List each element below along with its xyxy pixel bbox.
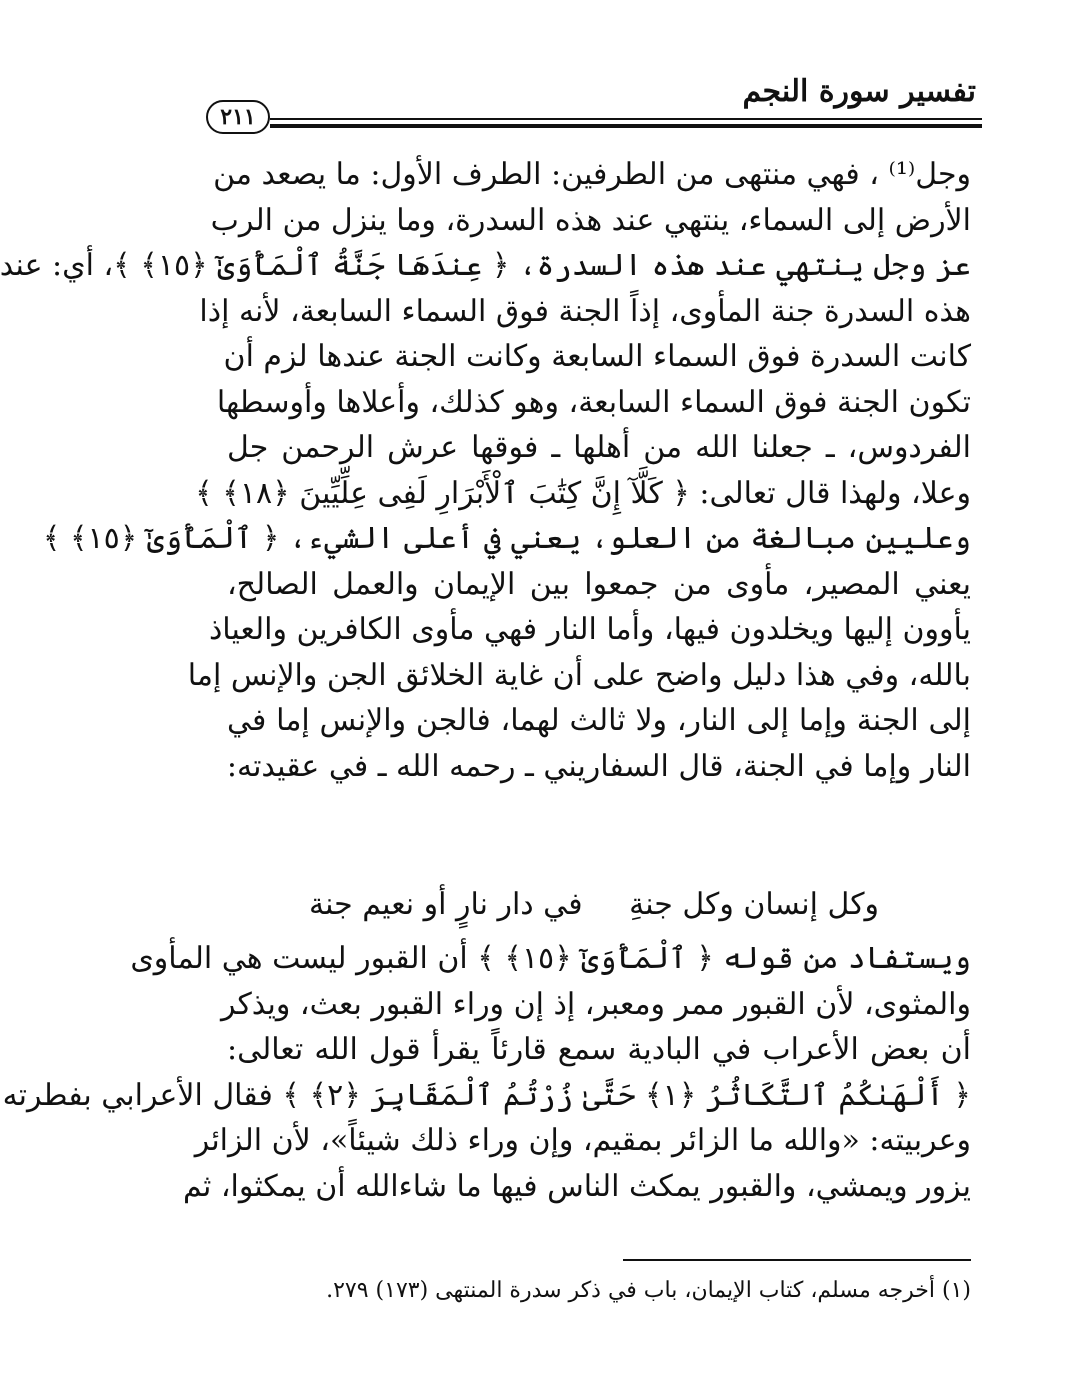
text-line: وعليين مبالغة من العلو، يعني في أعلى الشيء، ﴿ ٱلْمَأْوَىٰٓ ﴿١٥﴾ ﴾: [42, 521, 971, 556]
text-line: وجل⁽¹⁾ ، فهي منتهى من الطرفين: الطرف الأول: ما يصعد من: [213, 157, 971, 192]
text-line: بالله، وفي هذا دليل واضح على أن غاية الخلائق الجن والإنس إما: [187, 657, 971, 693]
verse-first-hemistich: وكل إنسان وكل جنةِ: [629, 887, 879, 922]
text-line: تكون الجنة فوق السماء السابعة، وهو كذلك، وأعلاها وأوسطها: [216, 384, 971, 420]
running-title: تفسير سورة النجم: [742, 74, 976, 109]
text-line: يزور ويمشي، والقبور يمكث الناس فيها ما شاءالله أن يمكثوا، ثم: [182, 1168, 971, 1204]
verse-second-hemistich: في دار نارٍ أو نعيم جنة: [309, 887, 583, 922]
text-line: أن بعض الأعراب في البادية سمع قارئاً يقرأ قول الله تعالى:: [227, 1032, 971, 1067]
page-number: ٢١١: [206, 100, 270, 134]
text-line: هذه السدرة جنة المأوى، إذاً الجنة فوق السماء السابعة، لأنه إذا: [199, 293, 971, 329]
text-line: يعني المصير، مأوى من جمعوا بين الإيمان والعمل الصالح،: [227, 566, 971, 602]
text-line: كانت السدرة فوق السماء السابعة وكانت الجنة عندها لزم أن: [223, 339, 971, 374]
text-line: الأرض إلى السماء، ينتهي عند هذه السدرة، وما ينزل من الرب: [210, 202, 971, 238]
text-line: وعلا، ولهذا قال تعالى: ﴿ كَلَّآ إِنَّ كِتَٰبَ ٱلْأَبْرَارِ لَفِى عِلِّيِّينَ ﴿١٨﴾ ﴾: [195, 475, 971, 511]
text-line: والمثوى، لأن القبور ممر ومعبر، إذ إن وراء القبور بعث، ويذكر: [220, 986, 971, 1022]
header-rule-thick: [270, 124, 982, 128]
text-line: النار وإما في الجنة، قال السفاريني ـ رحمه الله ـ في عقيدته:: [226, 748, 971, 784]
header-rule-thin: [270, 118, 982, 120]
text-line: إلى الجنة وإما إلى النار، ولا ثالث لهما، فالجن والإنس إما في: [227, 703, 971, 738]
body-text-block-2: [2, 936, 971, 1209]
text-line: يأوون إليها ويخلدون فيها، وأما النار فهي مأوى الكافرين والعياذ: [208, 612, 971, 647]
body-text-block-1: [0, 152, 971, 789]
text-line: الفردوس، ـ جعلنا الله من أهلها ـ فوقها عرش الرحمن جل: [227, 430, 971, 465]
footnote-rule: [623, 1259, 971, 1261]
text-line: ويستفاد من قوله ﴿ ٱلْمَأْوَىٰٓ ﴿١٥﴾ ﴾ أن القبور ليست هي المأوى: [130, 941, 971, 976]
text-line: وعربيته: «والله ما الزائر بمقيم، وإن وراء ذلك شيئاً»، لأن الزائر: [194, 1123, 971, 1158]
text-line: عز وجل ينتهي عند هذه السدرة، ﴿ عِندَهَا جَنَّةُ ٱلْمَأْوَىٰٓ ﴿١٥﴾ ﴾، أي: عند: [0, 248, 971, 283]
footnote: (١) أخرجه مسلم، كتاب الإيمان، باب في ذكر سدرة المنتهى (١٧٣) ٢٧٩.: [326, 1278, 971, 1303]
poetry-verse: [309, 882, 879, 927]
text-line: ﴿ أَلْهَىٰكُمُ ٱلتَّكَاثُرُ ﴿١﴾ حَتَّىٰ زُرْتُمُ ٱلْمَقَابِرَ ﴿٢﴾ ﴾ فقال الأعرابي بفطرته: [2, 1077, 971, 1113]
